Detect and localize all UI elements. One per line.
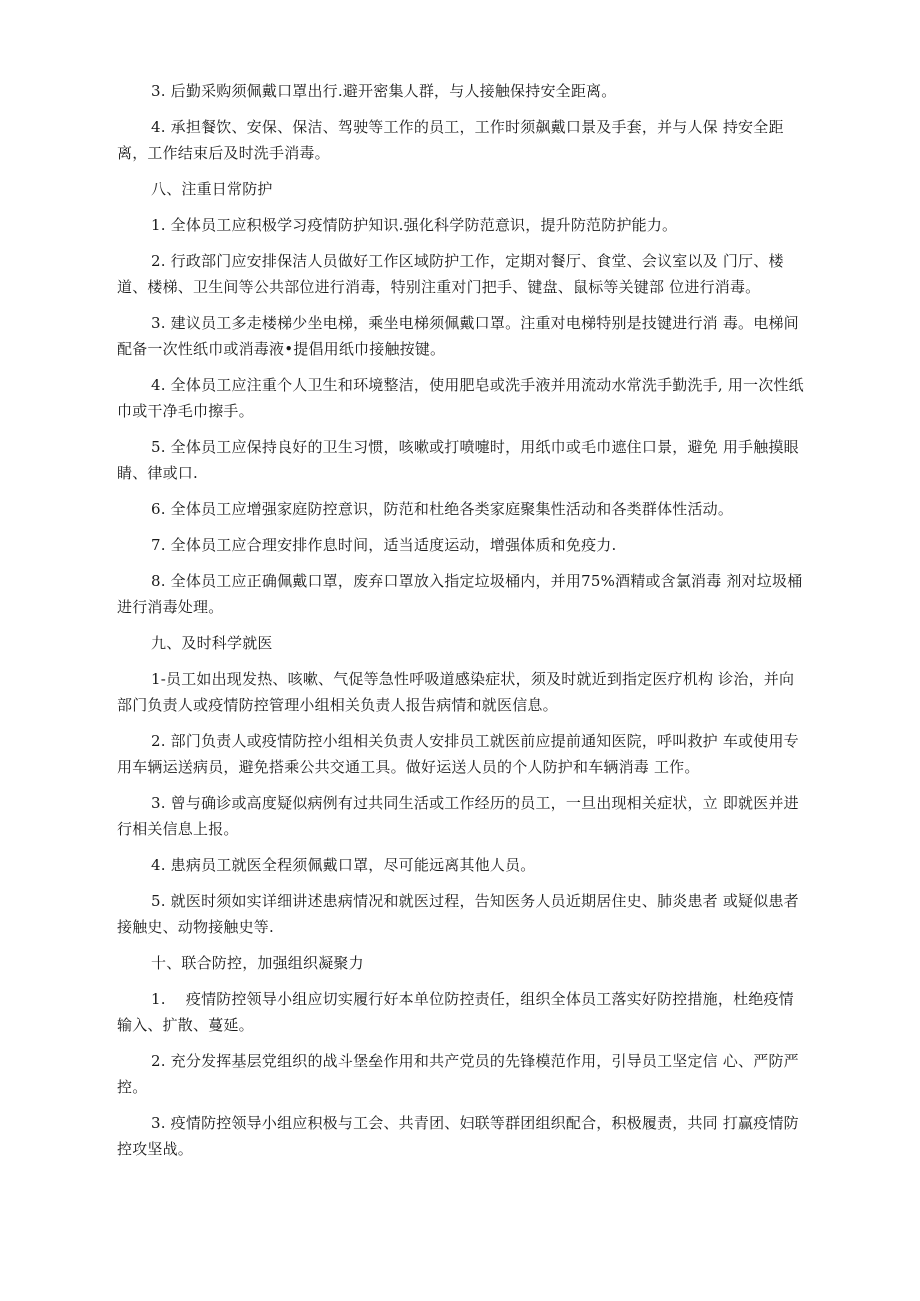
paragraph-item: 4. 全体员工应注重个人卫生和环境整洁，使用肥皂或洗手液并用流动水常洗手勤洗手, 用一次性纸巾或干净毛巾擦手。 — [117, 376, 804, 420]
paragraph-item: 7. 全体员工应合理安排作息时间，适当适度运动，增强体质和免疫力. — [151, 536, 617, 554]
paragraph-item: 6. 全体员工应增强家庭防控意识，防范和杜绝各类家庭聚集性活动和各类群体性活动。 — [151, 500, 734, 518]
paragraph-item: 5. 全体员工应保持良好的卫生习惯，咳嗽或打喷嚏时，用纸巾或毛巾遮住口景，避免 用手触摸眼睛、律或口. — [117, 438, 799, 482]
paragraph-item: 1-员工如出现发热、咳嗽、气促等急性呼吸道感染症状，须及时就近到指定医疗机构 诊治，并向部门负责人或疫情防控管理小组相关负责人报告病情和就医信息。 — [117, 670, 795, 714]
document-body — [117, 78, 807, 1172]
paragraph-item: 1. 全体员工应积极学习疫情防护知识.强化科学防范意识，提升防范防护能力。 — [151, 216, 678, 234]
paragraph-item: 3. 建议员工多走楼梯少坐电梯，乘坐电梯须佩戴口罩。注重对电梯特别是技键进行消 毒。电梯间配备一次性纸巾或消毒液•提倡用纸巾接触按键。 — [117, 314, 799, 358]
paragraph-item: 4. 患病员工就医全程须佩戴口罩，尽可能远离其他人员。 — [151, 856, 536, 874]
paragraph-item: 2. 充分发挥基层党组织的战斗堡垒作用和共产党员的先锋模范作用，引导员工坚定信 心、严防严控。 — [117, 1052, 799, 1096]
paragraph-item: 8. 全体员工应正确佩戴口罩，废弃口罩放入指定垃圾桶内，并用75%酒精或含氯消毒 剂对垃圾桶进行消毒处理。 — [117, 572, 803, 616]
paragraph-item: 4. 承担餐饮、安保、保洁、驾驶等工作的员工，工作时须飙戴口景及手套，并与人保 持安全距离，工作结束后及时洗手消毒。 — [117, 118, 784, 162]
paragraph-item: 2. 部门负责人或疫情防控小组相关负责人安排员工就医前应提前通知医院，呼叫救护 车或使用专用车辆运送病员，避免搭乘公共交通工具。做好运送人员的个人防护和车辆消毒 工作。 — [117, 732, 799, 776]
section-heading: 九、及时科学就医 — [151, 634, 273, 652]
paragraph-item: 3. 疫情防控领导小组应积极与工会、共青团、妇联等群团组织配合，积极履责，共同 打赢疫情防控攻坚战。 — [117, 1114, 799, 1158]
paragraph-item: 3. 后勤采购须佩戴口罩出行.避开密集人群，与人接触保持安全距离。 — [151, 82, 617, 100]
paragraph-item: 3. 曾与确诊或高度疑似病例有过共同生活或工作经历的员工，一旦出现相关症状，立 即就医并进行相关信息上报。 — [117, 794, 799, 838]
paragraph-item: 5. 就医时须如实详细讲述患病情况和就医过程，告知医务人员近期居住史、肺炎患者 或疑似患者接触史、动物接触史等. — [117, 892, 799, 936]
paragraph-item: 2. 行政部门应安排保洁人员做好工作区域防护工作，定期对餐厅、食堂、会议室以及 门厅、楼道、楼梯、卫生间等公共部位进行消毒，特别注重对门把手、键盘、鼠标等关键部 位进行消毒。 — [117, 252, 784, 296]
section-heading: 八、注重日常防护 — [151, 180, 273, 198]
section-heading: 十、联合防控，加强组织凝聚力 — [151, 954, 364, 972]
paragraph-item: 1. 疫情防控领导小组应切实履行好本单位防控责任，组织全体员工落实好防控措施，杜绝疫情输入、扩散、蔓延。 — [117, 990, 794, 1034]
